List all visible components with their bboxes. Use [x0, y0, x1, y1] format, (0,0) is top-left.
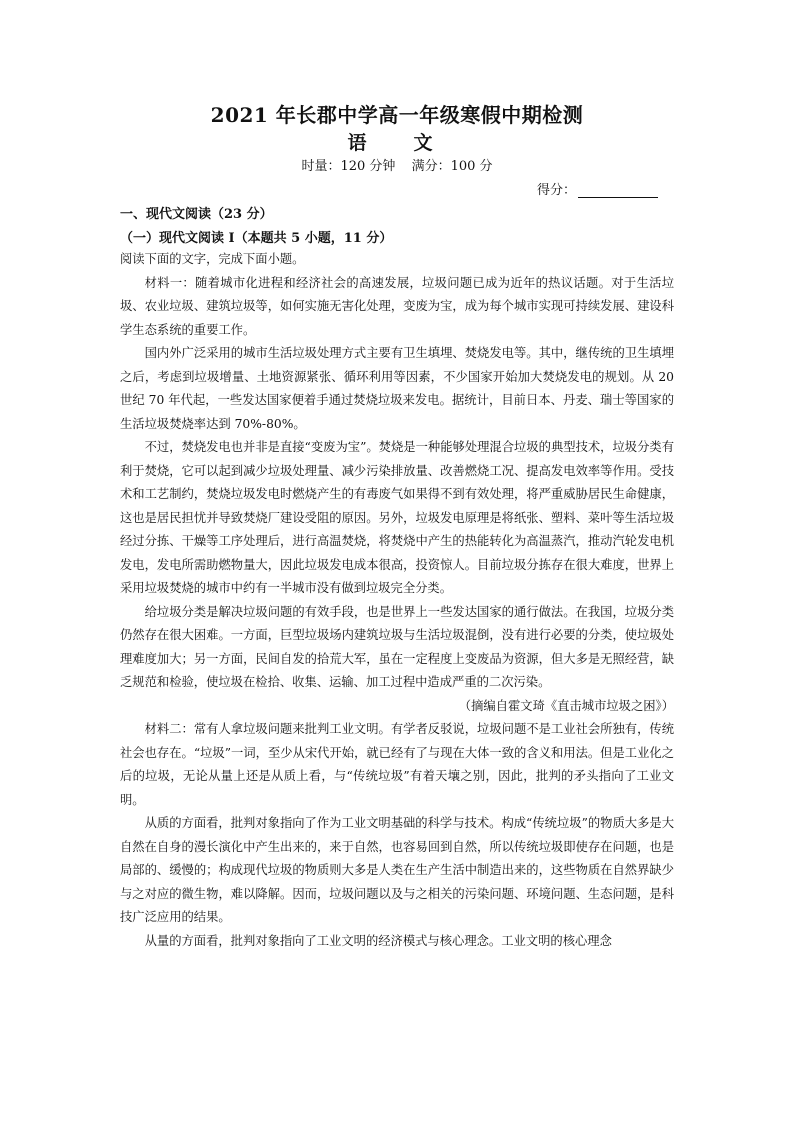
paragraph: 不过，焚烧发电也并非是直接“变废为宝”。焚烧是一种能够处理混合垃圾的典型技术，垃圾分类有利于焚烧，它可以起到减少垃圾处理量、减少污染排放量、改善燃烧工况、提高发电效率等作用。受技术和工艺制约，焚烧垃圾发电时燃烧产生的有毒废气如果得不到有效处理，将严重威胁居民生命健康，这也是居民担忧并导致焚烧厂建设受阻的原因。另外，垃圾发电原理是将纸张、塑料、菜叶等生活垃圾经过分拣、干燥等工序处理后，进行高温焚烧，将焚烧中产生的热能转化为高温蒸汽，推动汽轮发电机发电，发电所需助燃物量大，因此垃圾发电成本很高，投资惊人。目前垃圾分拣存在很大难度，世界上采用垃圾焚烧的城市中约有一半城市没有做到垃圾完全分类。 — [120, 440, 674, 595]
source-citation: （摘编自霍文琦《直击城市垃圾之困》） — [458, 698, 674, 713]
section-heading: 一、现代文阅读（23 分） — [120, 207, 273, 222]
exam-meta — [0, 155, 794, 174]
paragraph: 给垃圾分类是解决垃圾问题的有效手段，也是世界上一些发达国家的通行做法。在我国，垃圾分类仍然存在很大困难。一方面，巨型垃圾场内建筑垃圾与生活垃圾混倒，没有进行必要的分类，使垃圾处理难度加大；另一方面，民间自发的拾荒大军，虽在一定程度上变废品为资源，但大多是无照经营，缺乏规范和检验，使垃圾在检拾、收集、运输、加工过程中造成严重的二次污染。 — [120, 604, 674, 689]
subject-title: 语 文 — [347, 132, 447, 154]
paragraph: 材料一：随着城市化进程和经济社会的高速发展，垃圾问题已成为近年的热议话题。对于生活垃圾、农业垃圾、建筑垃圾等，如何实施无害化处理，变废为宝，成为每个城市实现可持续发展、建设科学生态系统的重要工作。 — [120, 275, 674, 337]
paragraph: 国内外广泛采用的城市生活垃圾处理方式主要有卫生填埋、焚烧发电等。其中，继传统的卫生填埋之后，考虑到垃圾增量、土地资源紧张、循环利用等因素，不少国家开始加大焚烧发电的规划。从 20 世纪 70 年代起，一些发达国家便着手通过焚烧垃圾来发电。据统计，目前日本、丹麦、瑞士等国家的生活垃圾焚烧率达到 70%-80%。 — [120, 346, 674, 431]
time-limit: 时量：120 分钟 — [301, 159, 396, 174]
paragraph: 从质的方面看，批判对象指向了作为工业文明基础的科学与技术。构成“传统垃圾”的物质大多是大自然在自身的漫长演化中产生出来的，来于自然，也容易回到自然，所以传统垃圾即使存在问题，也是局部的、缓慢的；构成现代垃圾的物质则大多是人类在生产生活中制造出来的，这些物质在自然界缺少与之对应的微生物，难以降解。因而，垃圾问题以及与之相关的污染问题、环境问题、生态问题，是科技广泛应用的结果。 — [120, 816, 674, 924]
score-line — [537, 179, 658, 198]
reading-passage — [120, 248, 674, 953]
subsection-heading: （一）现代文阅读 I（本题共 5 小题，11 分） — [120, 231, 393, 246]
score-blank — [578, 184, 658, 198]
exam-title: 2021 年长郡中学高一年级寒假中期检测 — [210, 103, 584, 127]
paragraph: 从量的方面看，批判对象指向了工业文明的经济模式与核心理念。工业文明的核心理念 — [144, 933, 612, 948]
paragraph: 材料二：常有人拿垃圾问题来批判工业文明。有学者反驳说，垃圾问题不是工业社会所独有，传统社会也存在。“垃圾”一词，至少从宋代开始，就已经有了与现在大体一致的含义和用法。但是工业化之后的垃圾，无论从量上还是从质上看，与“传统垃圾”有着天壤之别，因此，批判的矛头指向了工业文明。 — [120, 722, 674, 807]
score-label: 得分： — [537, 183, 577, 198]
instruction: 阅读下面的文字，完成下面小题。 — [120, 252, 305, 266]
full-score: 满分：100 分 — [411, 159, 493, 174]
